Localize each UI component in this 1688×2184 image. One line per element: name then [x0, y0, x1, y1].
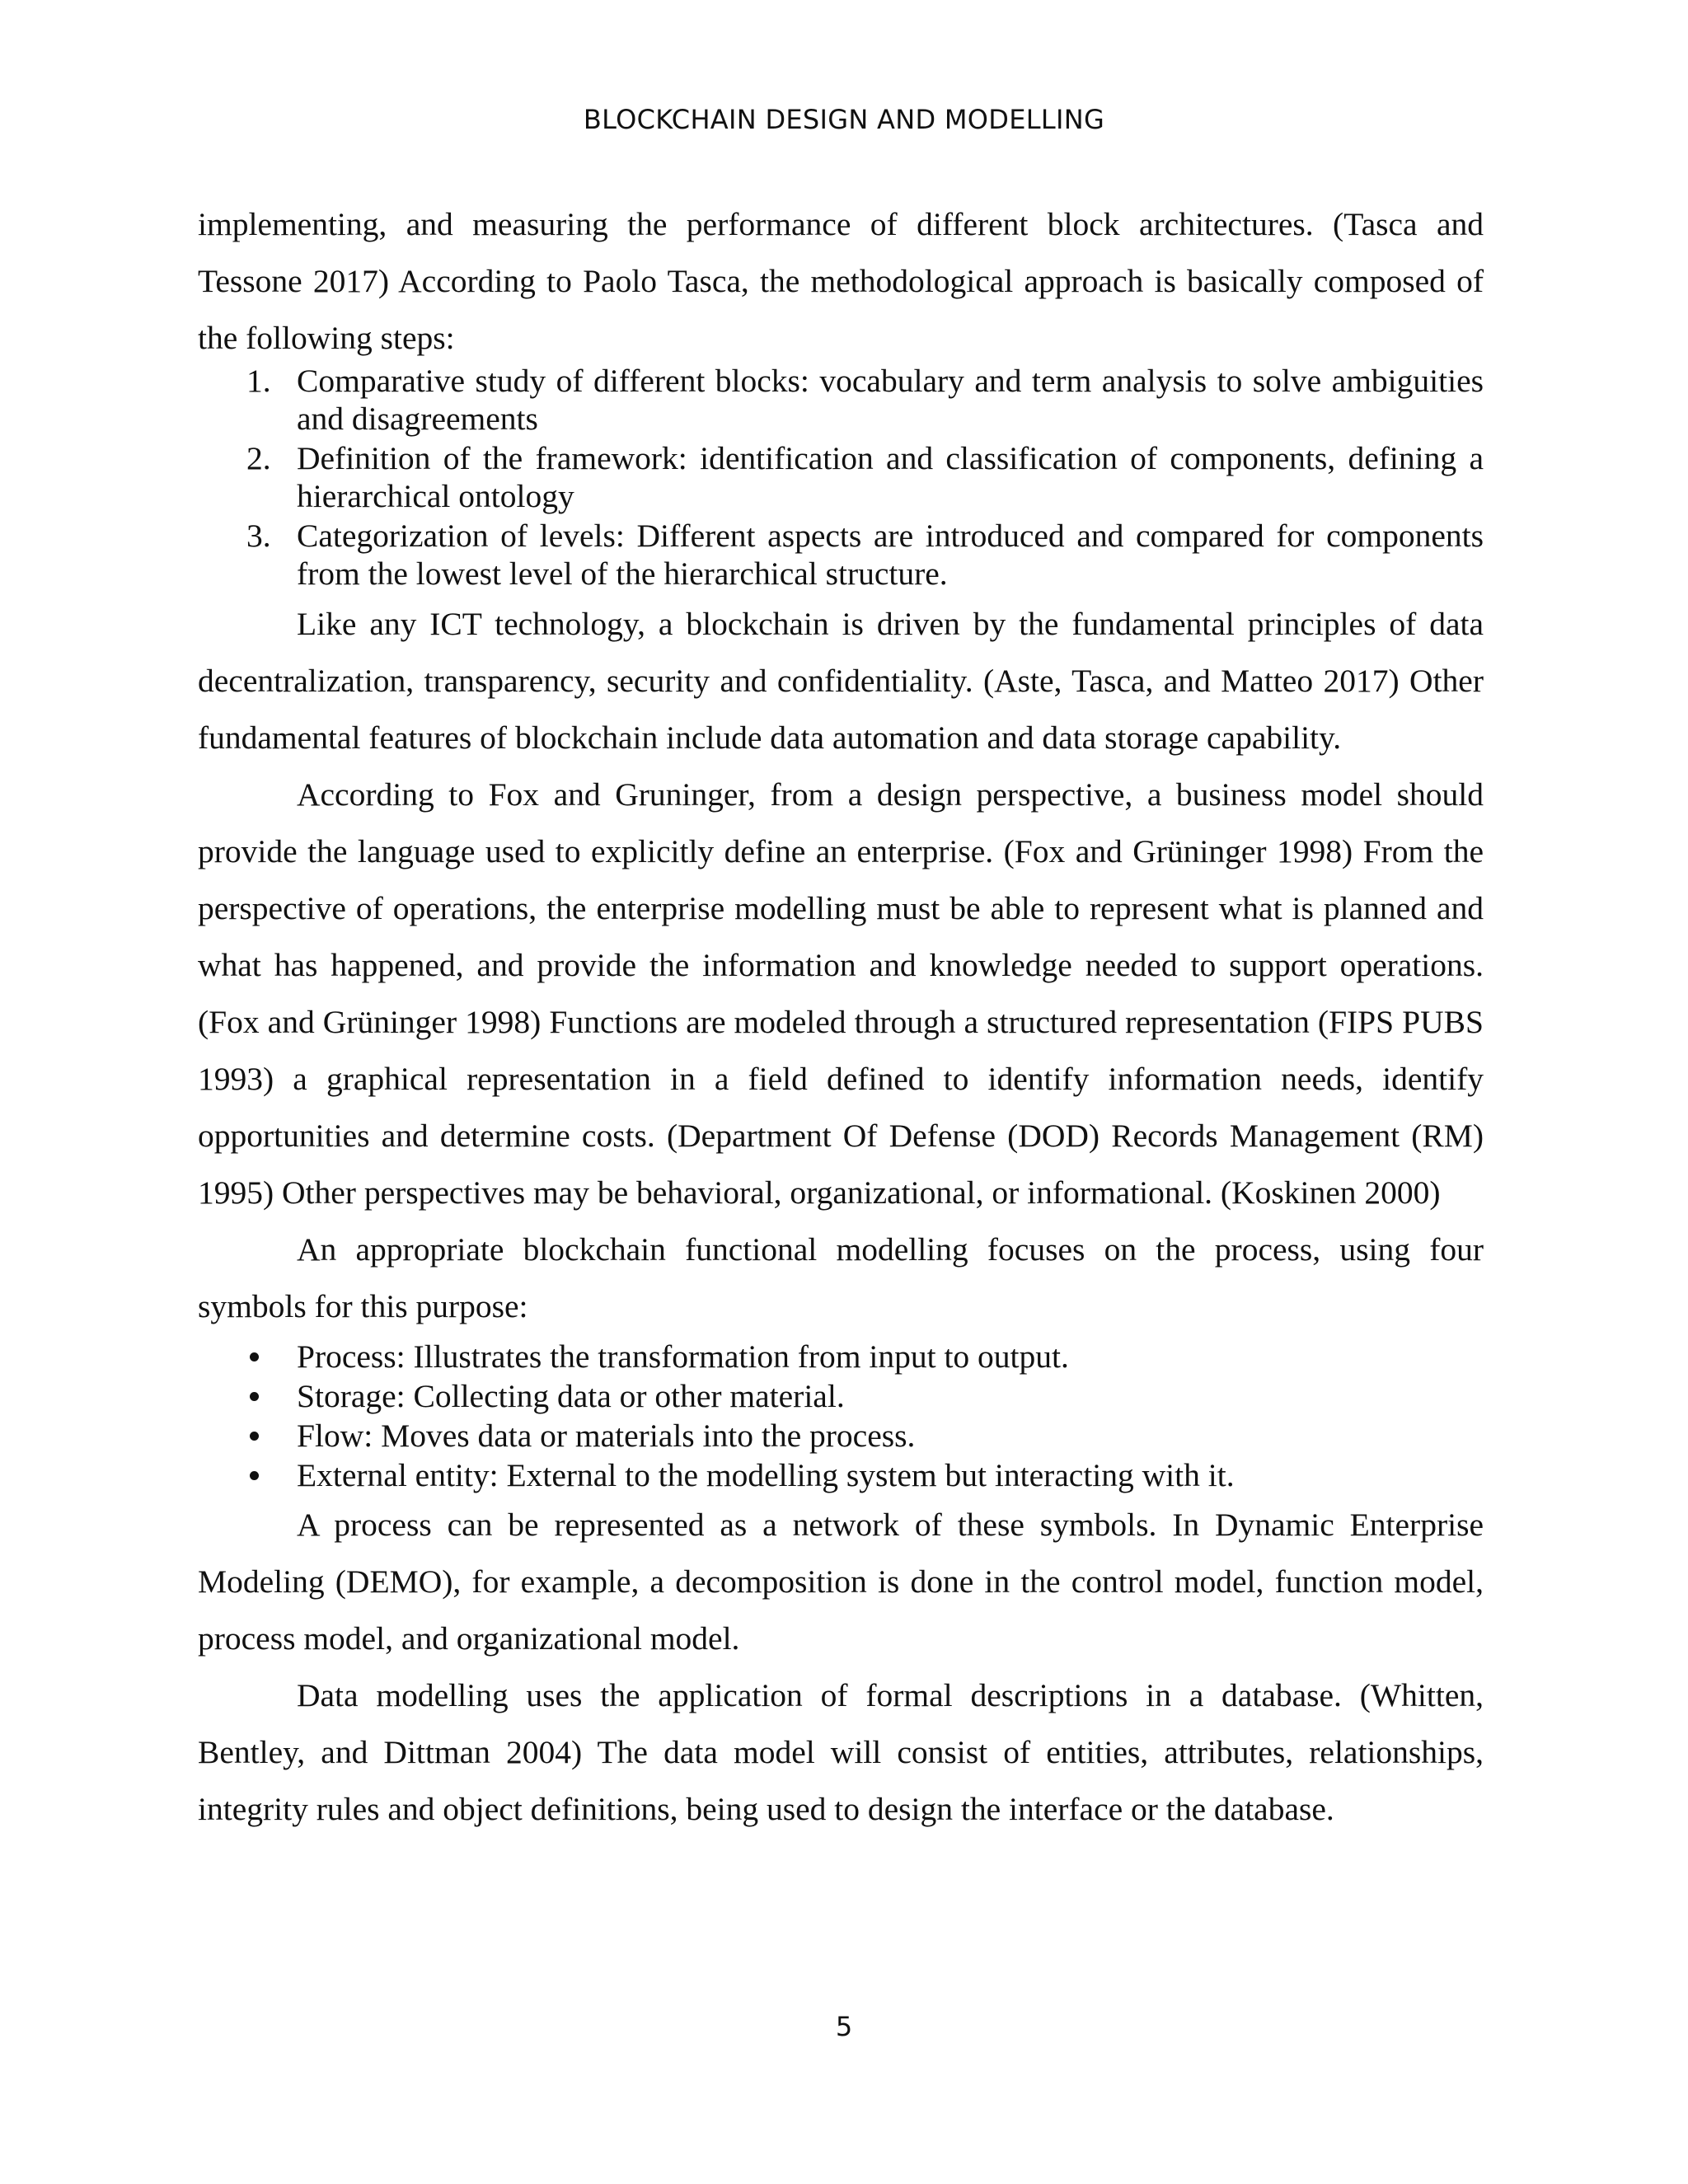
list-item-text: Comparative study of different blocks: vocabulary and term analysis to solve ambiguities and disagreements	[297, 363, 1484, 437]
list-item	[198, 1337, 1484, 1376]
list-item-text: Flow: Moves data or materials into the process.	[297, 1418, 916, 1454]
list-number: 2.	[246, 440, 271, 476]
paragraph-intro: implementing, and measuring the performance of different block architectures. (Tasca and Tessone 2017) According to Paolo Tasca, the methodological approach is basically composed of the following steps:	[198, 206, 1484, 356]
list-item-text: Categorization of levels: Different aspects are introduced and compared for components from the lowest level of the hierarchical structure.	[297, 518, 1484, 592]
bullet-icon	[250, 1392, 259, 1401]
bullet-icon	[250, 1471, 259, 1480]
list-item-text: Process: Illustrates the transformation from input to output.	[297, 1338, 1069, 1375]
running-header: BLOCKCHAIN DESIGN AND MODELLING	[583, 104, 1105, 135]
bullet-icon	[250, 1432, 259, 1441]
methodology-steps-list	[198, 362, 1484, 593]
list-item	[198, 362, 1484, 438]
list-item-text: External entity: External to the modelling system but interacting with it.	[297, 1457, 1235, 1493]
paragraph-ict-principles: Like any ICT technology, a blockchain is driven by the fundamental principles of data decentralization, transparency, security and confidentiality. (Aste, Tasca, and Matteo 2017) Other fundamental features of blockchain include data automation and data storage capability.	[198, 606, 1484, 756]
paragraph-functional-modelling: An appropriate blockchain functional modelling focuses on the process, using four symbols for this purpose:	[198, 1231, 1484, 1324]
list-item	[198, 1416, 1484, 1455]
page-body	[198, 196, 1484, 1838]
list-item-text: Storage: Collecting data or other material.	[297, 1378, 845, 1414]
bullet-icon	[250, 1352, 259, 1361]
symbols-bullet-list	[198, 1337, 1484, 1495]
list-item	[198, 1455, 1484, 1495]
list-item	[198, 517, 1484, 593]
list-number: 3.	[246, 518, 271, 554]
list-item-text: Definition of the framework: identification and classification of components, defining a hierarchical ontology	[297, 440, 1484, 514]
list-item	[198, 1376, 1484, 1416]
paragraph-demo: A process can be represented as a network of these symbols. In Dynamic Enterprise Modeling (DEMO), for example, a decomposition is done in the control model, function model, process model, and organizational model.	[198, 1507, 1484, 1657]
list-item	[198, 439, 1484, 515]
page-number: 5	[835, 2011, 853, 2042]
paragraph-data-modelling: Data modelling uses the application of formal descriptions in a database. (Whitten, Bentley, and Dittman 2004) The data model will consist of entities, attributes, relationships, integrity rules and object definitions, being used to design the interface or the database.	[198, 1677, 1484, 1827]
paragraph-business-model: According to Fox and Gruninger, from a design perspective, a business model should provide the language used to explicitly define an enterprise. (Fox and Grüninger 1998) From the perspective of operations, the enterprise modelling must be able to represent what is planned and what has happened, and provide the information and knowledge needed to support operations. (Fox and Grüninger 1998) Functions are modeled through a structured representation (FIPS PUBS 1993) a graphical representation in a field defined to identify information needs, identify opportunities and determine costs. (Department Of Defense (DOD) Records Management (RM) 1995) Other perspectives may be behavioral, organizational, or informational. (Koskinen 2000)	[198, 776, 1484, 1211]
list-number: 1.	[246, 363, 271, 399]
